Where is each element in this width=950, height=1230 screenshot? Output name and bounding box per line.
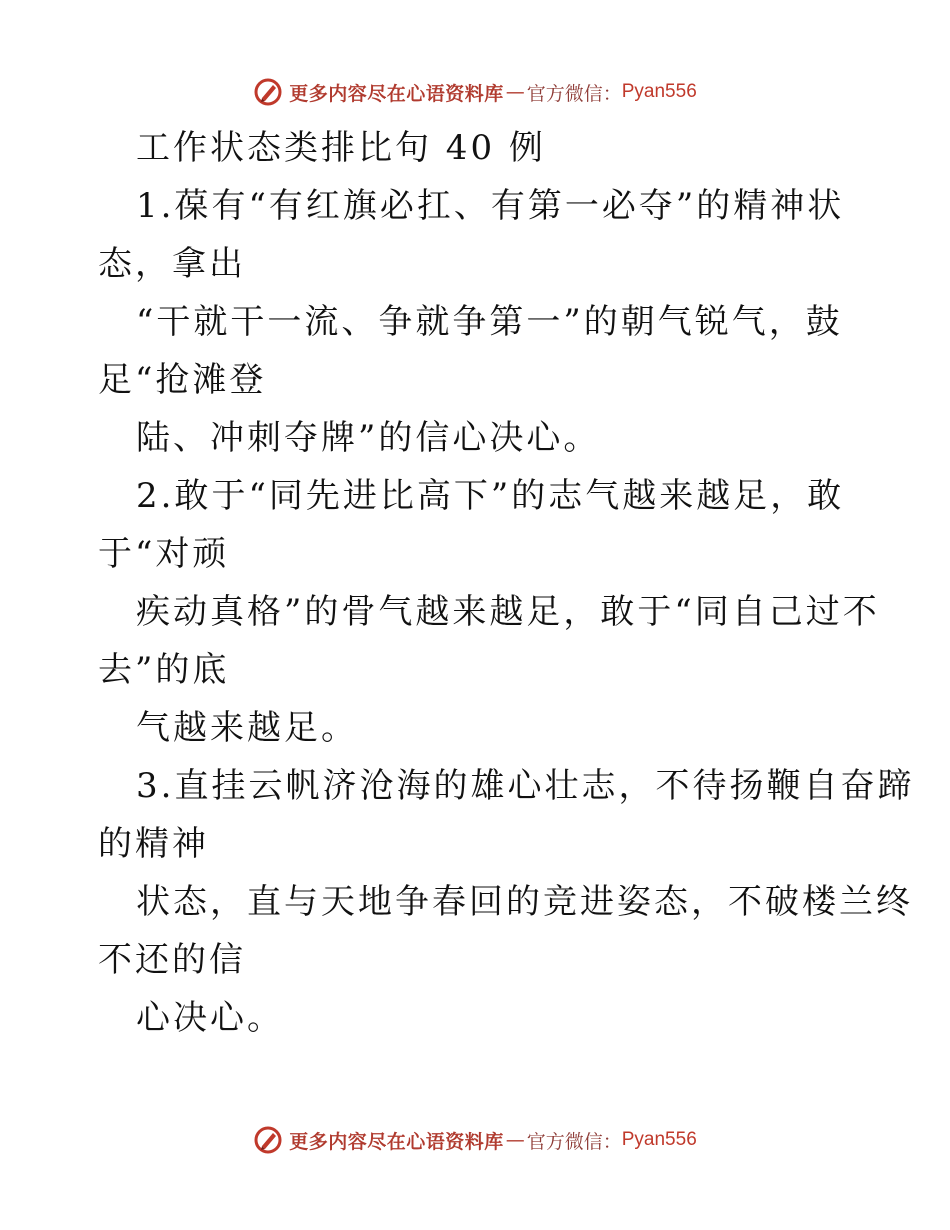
text-line: “干就干一流、争就争第一”的朝气锐气，鼓 xyxy=(136,302,843,342)
watermark-separator: — xyxy=(505,81,525,103)
text-line: 去”的底 xyxy=(98,650,230,690)
text-line: 不还的信 xyxy=(98,940,246,980)
text-line: 于“对顽 xyxy=(98,534,230,574)
text-line: 心决心。 xyxy=(136,998,284,1038)
watermark-wechat-id: Pyan556 xyxy=(621,81,697,102)
watermark-wechat-id: Pyan556 xyxy=(621,1129,697,1150)
text-line: 1.葆有“有红旗必扛、有第一必夺”的精神状 xyxy=(136,186,845,226)
watermark-text: 更多内容尽在心语资料库 xyxy=(289,82,504,105)
text-line: 态，拿出 xyxy=(98,244,246,284)
header-watermark xyxy=(0,72,950,112)
pen-logo-icon xyxy=(253,1125,283,1155)
text-line: 2.敢于“同先进比高下”的志气越来越足，敢 xyxy=(136,476,845,516)
footer-watermark xyxy=(0,1120,950,1160)
text-line: 陆、冲刺夺牌”的信心决心。 xyxy=(136,418,601,458)
watermark-wechat-label: 官方微信： xyxy=(526,82,622,105)
text-line: 气越来越足。 xyxy=(136,708,358,748)
text-line: 状态，直与天地争春回的竞进姿态，不破楼兰终 xyxy=(136,882,913,922)
watermark-text: 更多内容尽在心语资料库 xyxy=(289,1130,504,1153)
text-line: 的精神 xyxy=(98,824,209,864)
text-line: 足“抢滩登 xyxy=(98,360,267,400)
document-title: 工作状态类排比句 40 例 xyxy=(136,128,546,168)
pen-logo-icon xyxy=(253,77,283,107)
watermark-wechat-label: 官方微信： xyxy=(526,1130,622,1153)
text-line: 3.直挂云帆济沧海的雄心壮志，不待扬鞭自奋蹄 xyxy=(136,766,915,806)
text-line: 疾动真格”的骨气越来越足，敢于“同自己过不 xyxy=(136,592,880,632)
watermark-separator: — xyxy=(505,1129,525,1151)
